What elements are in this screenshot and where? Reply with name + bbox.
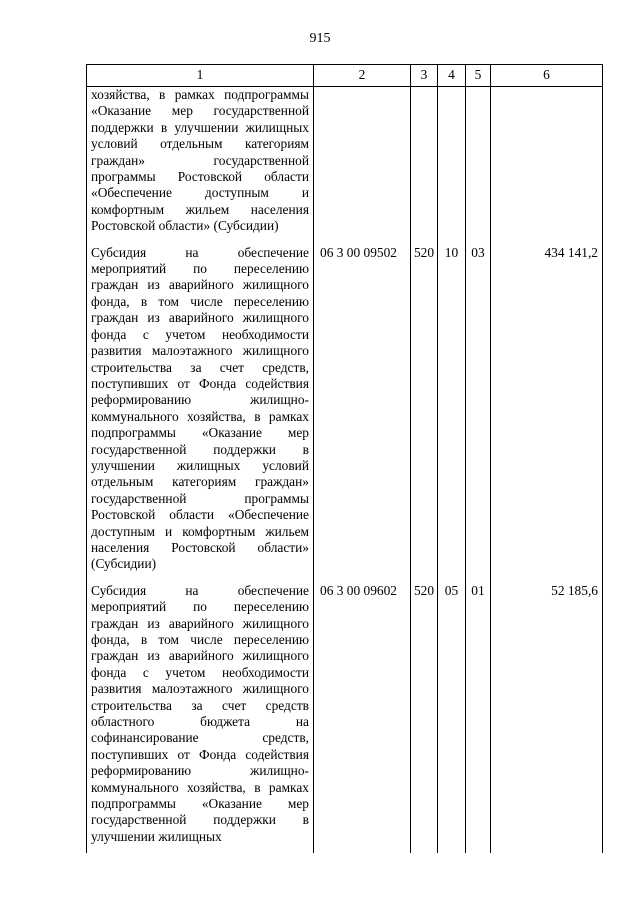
- amount-value: 52 185,6: [491, 581, 603, 854]
- subsection-code: 03: [466, 243, 491, 581]
- subsection-code: 01: [466, 581, 491, 854]
- expense-type-code: 520: [411, 581, 438, 854]
- column-header-1: 1: [87, 65, 314, 87]
- amount-value: 434 141,2: [491, 243, 603, 581]
- table-row: [87, 581, 603, 854]
- target-article-code: 06 3 00 09602: [314, 581, 411, 854]
- expense-type-code: [411, 87, 438, 243]
- amount-value: [491, 87, 603, 243]
- table-row: [87, 87, 603, 243]
- column-header-2: 2: [314, 65, 411, 87]
- row-description-cell: [87, 243, 314, 581]
- row-description-cell: [87, 581, 314, 854]
- page-number: 915: [309, 31, 331, 46]
- section-code: [438, 87, 466, 243]
- subsection-code: [466, 87, 491, 243]
- expense-type-code: 520: [411, 243, 438, 581]
- column-header-5: 5: [466, 65, 491, 87]
- budget-table: [86, 64, 603, 853]
- column-header-6: 6: [491, 65, 603, 87]
- target-article-code: [314, 87, 411, 243]
- row-description-cell: [87, 87, 314, 243]
- column-number-header-row: [87, 65, 603, 87]
- row-description: Субсидия на обеспечение мероприятий по переселению граждан из аварийного жилищного фонда, в том числе переселению граждан из аварийного жилищного фонда с учетом необходимости развития малоэтажного жилищного строительства за счет средств областного бюджета на софинансирование средств, поступивших от Фонда содействия реформированию жилищно-коммунального хозяйства, в рамках подпрограммы «Оказание мер государственной поддержки в улучшении жилищных: [91, 582, 309, 844]
- target-article-code: 06 3 00 09502: [314, 243, 411, 581]
- column-header-3: 3: [411, 65, 438, 87]
- column-header-4: 4: [438, 65, 466, 87]
- section-code: 05: [438, 581, 466, 854]
- table-row: [87, 243, 603, 581]
- row-description: хозяйства, в рамках подпрограммы «Оказание мер государственной поддержки в улучшении жилищных условий отдельным категориям граждан» государственной программы Ростовской области «Обеспечение доступным и комфортным жильем населения Ростовской области» (Субсидии): [91, 87, 309, 234]
- section-code: 10: [438, 243, 466, 581]
- row-description: Субсидия на обеспечение мероприятий по переселению граждан из аварийного жилищного фонда, в том числе переселению граждан из аварийного жилищного фонда с учетом необходимости развития малоэтажного жилищного строительства за счет средств, поступивших от Фонда содействия реформированию жилищно-коммунального хозяйства, в рамках подпрограммы «Оказание мер государственной поддержки в улучшении жилищных условий отдельным категориям граждан» государственной программы Ростовской области «Обеспечение доступным и комфортным жильем населения Ростовской области» (Субсидии): [91, 244, 309, 572]
